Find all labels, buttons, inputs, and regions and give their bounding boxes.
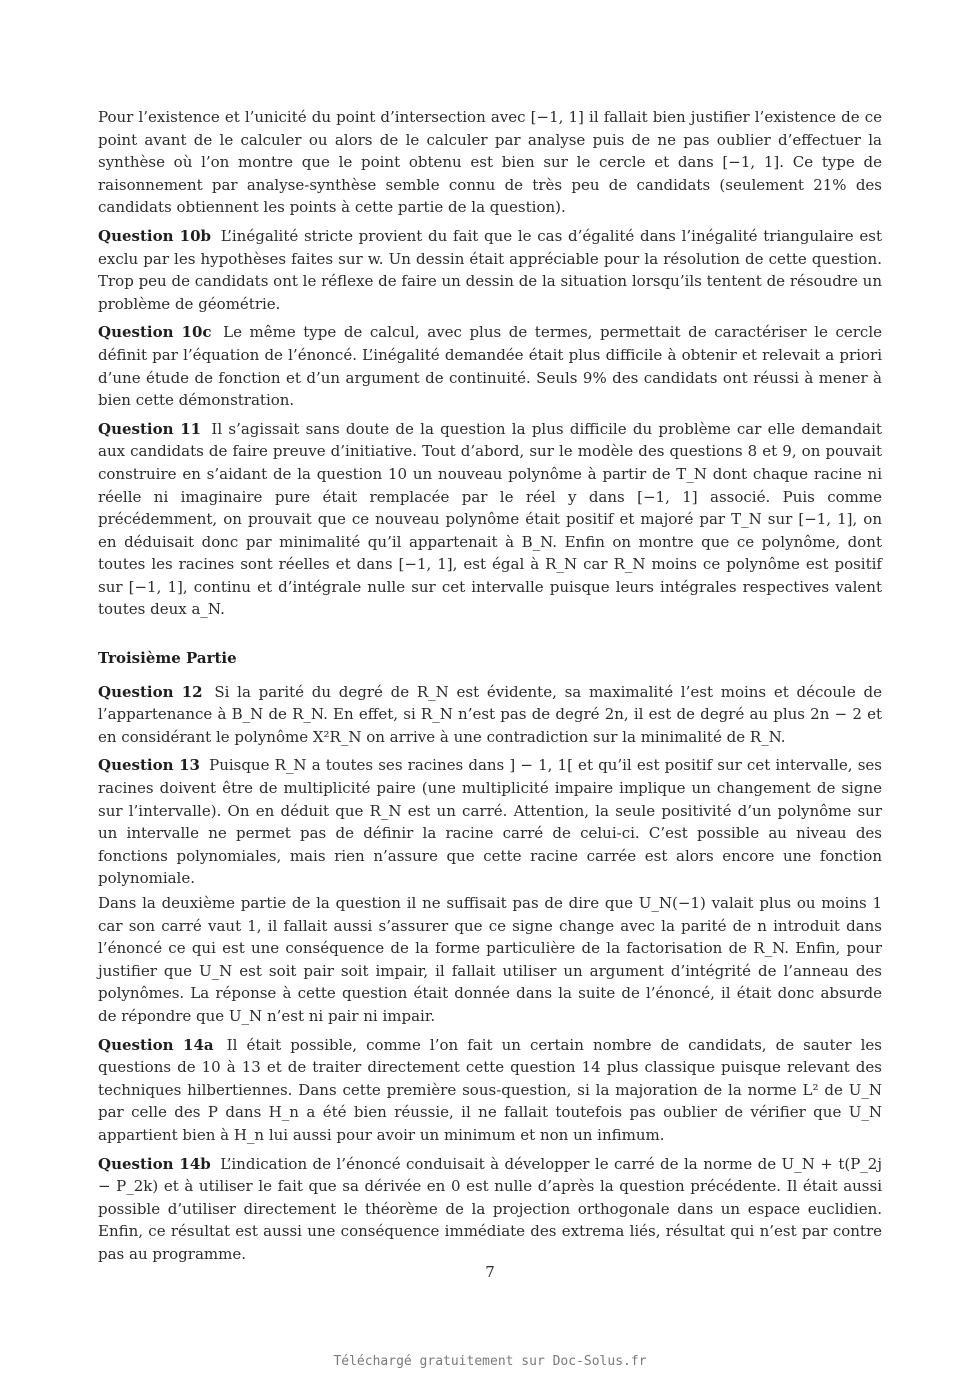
question-heading: Question 12: [98, 682, 203, 701]
question-heading: Question 10b: [98, 226, 212, 245]
paragraph-question-13-continued: [98, 892, 882, 1028]
paragraph-text: Pour l’existence et l’unicité du point d’intersection avec [−1, 1] il fallait bien justifier l’existence de ce point avant de le calculer ou alors de le calculer par analyse puis de ne pas oublier d’effectuer la synthèse où l’on montre que le point obtenu est bien sur le cercle et dans [−1, 1]. Ce type de raisonnement par analyse-synthèse semble connu de très peu de candidats (seulement 21% des candidats obtiennent les points à cette partie de la question).: [98, 108, 882, 217]
paragraph-question-10b: [98, 225, 882, 315]
paragraph-text: Il s’agissait sans doute de la question la plus difficile du problème car elle demandait aux candidats de faire preuve d’initiative. Tout d’abord, sur le modèle des questions 8 et 9, on pouvait construire en s’aidant de la question 10 un nouveau polynôme à partir de T_N dont chaque racine ni réelle ni imaginaire pure était remplacée par le réel y dans [−1, 1] associé. Puis comme précédemment, on prouvait que ce nouveau polynôme était positif et majoré par T_N sur [−1, 1], on en déduisait donc par minimalité qu’il appartenait à B_N. Enfin on montre que ce polynôme, dont toutes les racines sont réelles et dans [−1, 1], est égal à R_N car R_N moins ce polynôme est positif sur [−1, 1], continu et d’intégrale nulle sur cet intervalle puisque leurs intégrales respectives valent toutes deux a_N.: [98, 419, 882, 619]
paragraph-text: Dans la deuxième partie de la question il ne suffisait pas de dire que U_N(−1) valait plus ou moins 1 car son carré vaut 1, il fallait aussi s’assurer que ce signe change avec la parité de n introduit dans l’énoncé ce qui est une conséquence de la forme particulière de la factorisation de R_N. Enfin, pour justifier que U_N est soit pair soit impair, il fallait utiliser un argument d’intégrité de l’anneau des polynômes. La réponse à cette question était donnée dans la suite de l’énoncé, il était donc absurde de répondre que U_N n’est ni pair ni impair.: [98, 894, 882, 1025]
question-heading: Question 10c: [98, 323, 212, 342]
paragraph-text: L’inégalité stricte provient du fait que le cas d’égalité dans l’inégalité triangulaire est exclu par les hypothèses faites sur w. Un dessin était appréciable pour la résolution de cette question. Trop peu de candidats ont le réflexe de faire un dessin de la situation lorsqu’ils tentent de résoudre un problème de géométrie.: [98, 226, 882, 313]
paragraph-text: Le même type de calcul, avec plus de termes, permettait de caractériser le cercle définit par l’équation de l’énoncé. L’inégalité demandée était plus difficile à obtenir et relevait a priori d’une étude de fonction et d’un argument de continuité. Seuls 9% des candidats ont réussi à mener à bien cette démonstration.: [98, 323, 882, 410]
question-heading: Question 14a: [98, 1035, 214, 1054]
paragraph-question-14b: [98, 1153, 882, 1266]
question-heading: Question 11: [98, 419, 202, 438]
question-heading: Question 13: [98, 756, 200, 775]
paragraph-text: Il était possible, comme l’on fait un certain nombre de candidats, de sauter les questions de 10 à 13 et de traiter directement cette question 14 plus classique puisque relevant des techniques hilbertiennes. Dans cette première sous-question, si la majoration de la norme L² de U_N par celle des P dans H_n a été bien réussie, il ne fallait toutefois pas oublier de vérifier que U_N appartient bien à H_n lui aussi pour avoir un minimum et non un infimum.: [98, 1035, 882, 1144]
section-title: Troisième Partie: [98, 649, 237, 668]
paragraph-intro: [98, 106, 882, 219]
page-number: 7: [485, 1263, 495, 1281]
page-content: [98, 106, 882, 1272]
footer-download-notice: Téléchargé gratuitement sur Doc-Solus.fr: [333, 1354, 647, 1369]
paragraph-text: Si la parité du degré de R_N est évidente, sa maximalité l’est moins et découle de l’appartenance à B_N de R_N. En effet, si R_N n’est pas de degré 2n, il est de degré au plus 2n − 2 et en considérant le polynôme X²R_N on arrive à une contradiction sur la minimalité de R_N.: [98, 682, 882, 746]
paragraph-question-13: [98, 754, 882, 890]
paragraph-text: L’indication de l’énoncé conduisait à développer le carré de la norme de U_N + t(P_2j − P_2k) et à utiliser le fait que sa dérivée en 0 est nulle d’après la question précédente. Il était aussi possible d’utiliser directement le théorème de la projection orthogonale dans un espace euclidien. Enfin, ce résultat est aussi une conséquence immédiate des extrema liés, résultat qui n’est par contre pas au programme.: [98, 1154, 882, 1263]
paragraph-question-12: [98, 681, 882, 749]
paragraph-question-10c: [98, 321, 882, 411]
paragraph-question-11: [98, 418, 882, 621]
paragraph-text: Puisque R_N a toutes ses racines dans ] − 1, 1[ et qu’il est positif sur cet intervalle, ses racines doivent être de multiplicité paire (une multiplicité impaire implique un changement de signe sur l’intervalle). On en déduit que R_N est un carré. Attention, la seule positivité d’un polynôme sur un intervalle ne permet pas de définir la racine carré de celui-ci. C’est possible au niveau des fonctions polynomiales, mais rien n’assure que cette racine carrée est alors encore une fonction polynomiale.: [98, 756, 882, 888]
question-heading: Question 14b: [98, 1154, 211, 1173]
paragraph-question-14a: [98, 1034, 882, 1147]
